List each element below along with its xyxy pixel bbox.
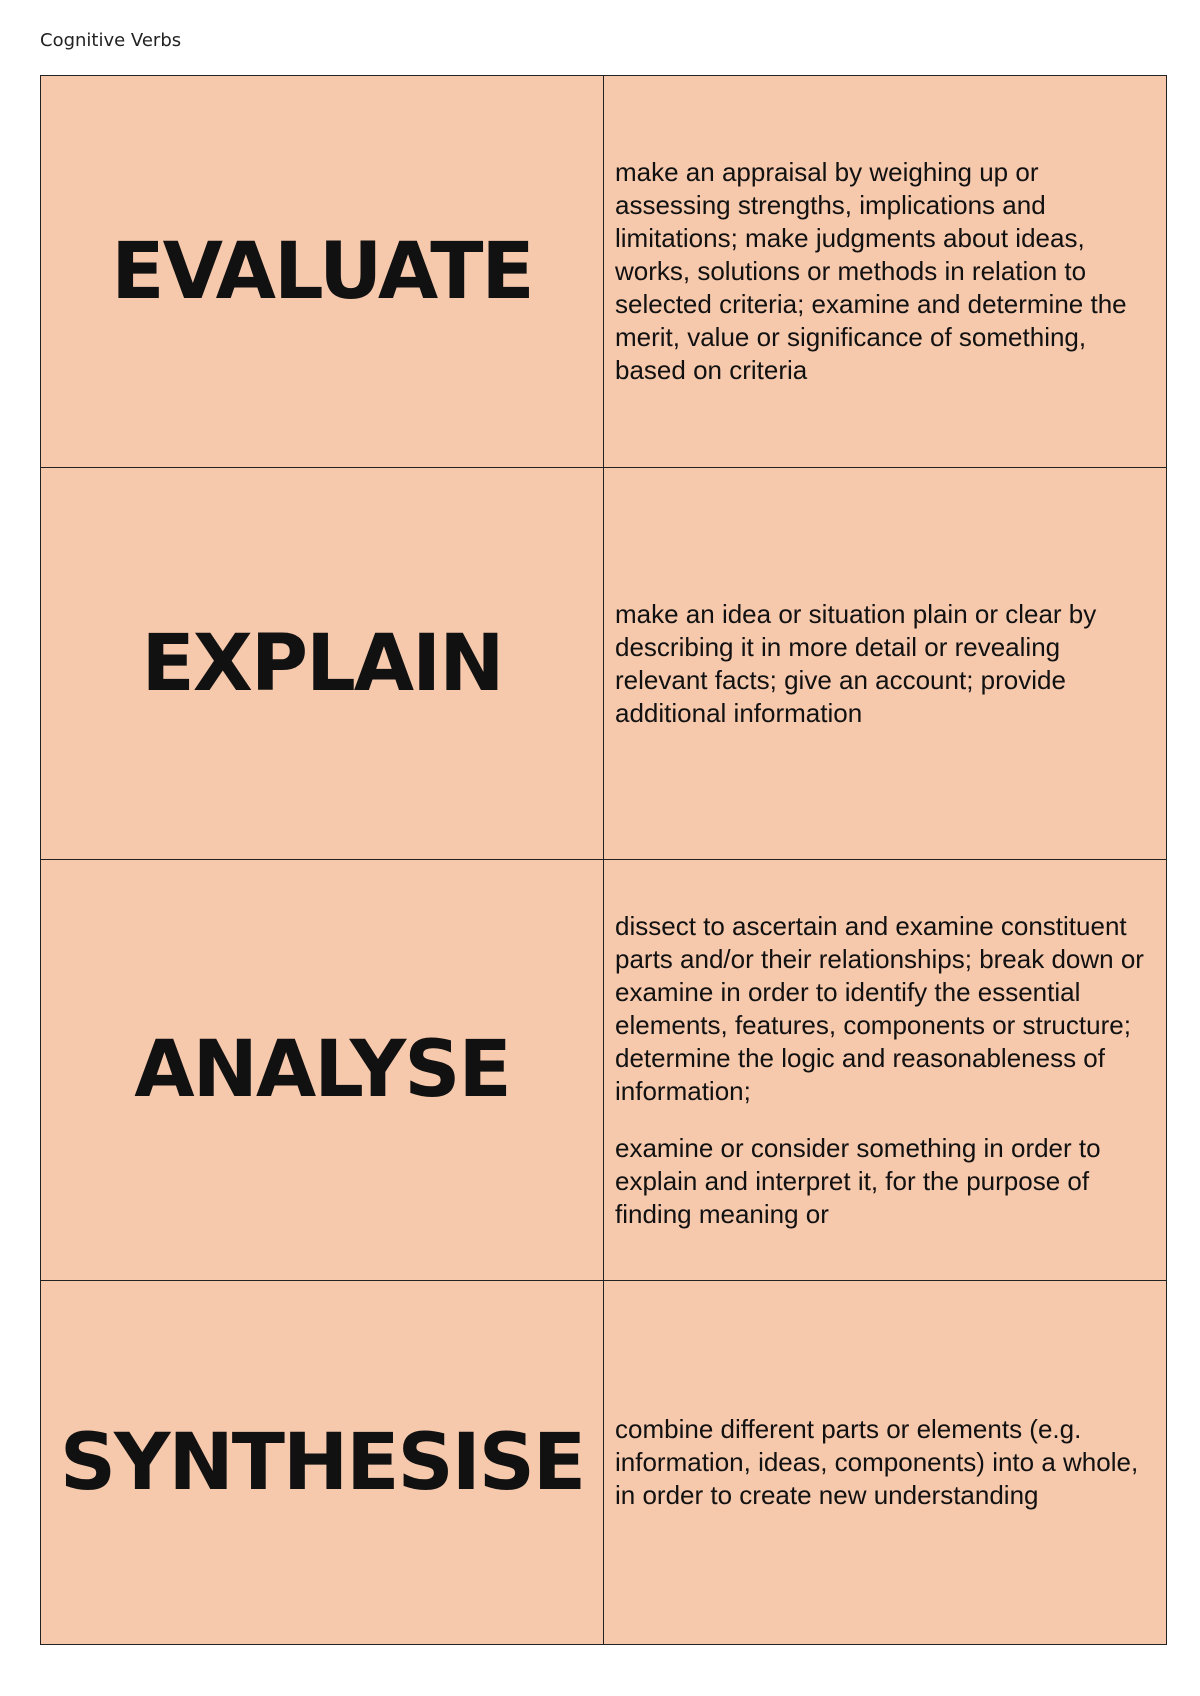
definition-cell — [604, 1281, 1167, 1645]
definition-cell — [604, 76, 1167, 468]
verb-card-row — [41, 76, 1167, 468]
verb-definition: combine different parts or elements (e.g. information, ideas, components) into a whole, in order to create new understanding — [615, 1414, 1139, 1510]
verb-definition-continued: examine or consider something in order to explain and interpret it, for the purpose of finding meaning or — [615, 1132, 1101, 1229]
term-cell — [41, 468, 604, 860]
verb-term: SYNTHESISE — [59, 1417, 585, 1508]
verb-definition: make an appraisal by weighing up or assessing strengths, implications and limitations; make judgments about ideas, works, solutions or methods in relation to selected criteria; examine and determine the merit, value or significance of something, based on criteria — [615, 157, 1127, 385]
verb-card-row — [41, 468, 1167, 860]
term-cell — [41, 860, 604, 1281]
verb-term: EVALUATE — [111, 226, 533, 317]
page-header-title: Cognitive Verbs — [40, 30, 182, 51]
verb-term: ANALYSE — [134, 1025, 510, 1115]
verb-card-row — [41, 1281, 1167, 1645]
definition-cell — [604, 468, 1167, 860]
verb-definition: dissect to ascertain and examine constituent parts and/or their relationships; break down or examine in order to identify the essential elements, features, components or structure; determine the logic and reasonableness of information; — [615, 910, 1144, 1106]
verb-cards-table — [40, 75, 1167, 1645]
verb-definition: make an idea or situation plain or clear by describing it in more detail or revealing relevant facts; give an account; provide additional information — [615, 598, 1097, 728]
term-cell — [41, 76, 604, 468]
verb-card-row — [41, 860, 1167, 1281]
term-cell — [41, 1281, 604, 1645]
verb-term: EXPLAIN — [141, 618, 503, 709]
definition-cell — [604, 860, 1167, 1281]
